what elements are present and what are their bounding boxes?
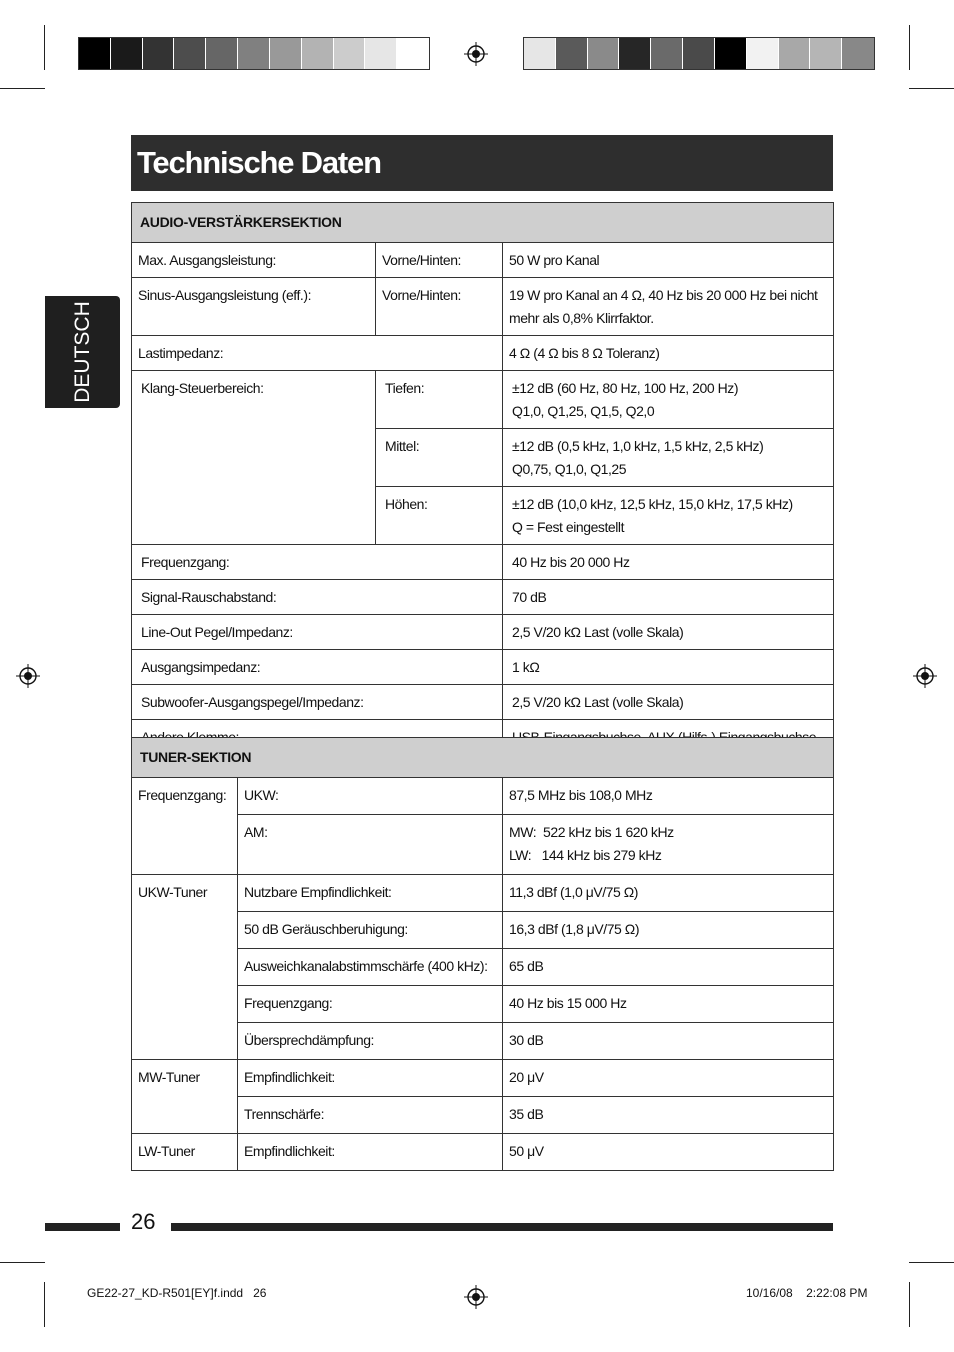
page-title: Technische Daten — [137, 145, 381, 180]
spec-value — [503, 487, 834, 545]
color-swatch — [747, 38, 779, 69]
spec-label: LW-Tuner — [132, 1134, 238, 1171]
color-swatch — [334, 38, 366, 69]
spec-sublabel: AM: — [238, 815, 503, 875]
color-calibration-bar-left — [78, 37, 430, 70]
print-slug-time: 2:22:08 PM — [806, 1286, 868, 1300]
registration-mark-icon — [16, 664, 40, 688]
spec-label: Frequenzgang: — [132, 545, 503, 580]
crop-mark — [44, 25, 45, 70]
spec-value-line: Q0,75, Q1,0, Q1,25 — [512, 461, 627, 477]
audio-section-heading: AUDIO-VERSTÄRKERSEKTION — [132, 203, 834, 243]
spec-value: 4 Ω (4 Ω bis 8 Ω Toleranz) — [503, 336, 834, 371]
spec-sublabel: Vorne/Hinten: — [376, 243, 503, 278]
color-swatch — [365, 38, 397, 69]
spec-sublabel: Tiefen: — [376, 371, 503, 429]
spec-value: 35 dB — [503, 1097, 834, 1134]
spec-value: 2,5 V/20 kΩ Last (volle Skala) — [503, 615, 834, 650]
spec-sublabel: Ausweichkanalabstimmschärfe (400 kHz): — [238, 949, 503, 986]
spec-value: 40 Hz bis 15 000 Hz — [503, 986, 834, 1023]
language-tab-label: DEUTSCH — [70, 301, 94, 403]
spec-sublabel: UKW: — [238, 778, 503, 815]
language-tab — [45, 296, 120, 408]
crop-mark — [909, 1262, 954, 1263]
color-swatch — [524, 38, 556, 69]
crop-mark — [909, 1282, 910, 1327]
print-slug-timestamp — [746, 1286, 867, 1300]
spec-label: Subwoofer-Ausgangspegel/Impedanz: — [132, 685, 503, 720]
spec-label: Signal-Rauschabstand: — [132, 580, 503, 615]
color-swatch — [779, 38, 811, 69]
spec-value-line: ±12 dB (10,0 kHz, 12,5 kHz, 15,0 kHz, 17,5 kHz) — [512, 496, 793, 512]
spec-value: 20 μV — [503, 1060, 834, 1097]
crop-mark — [0, 88, 45, 89]
color-swatch — [270, 38, 302, 69]
color-swatch — [206, 38, 238, 69]
spec-value — [503, 815, 834, 875]
spec-value-line: ±12 dB (0,5 kHz, 1,0 kHz, 1,5 kHz, 2,5 kHz) — [512, 438, 764, 454]
spec-value: 50 W pro Kanal — [503, 243, 834, 278]
tuner-spec-table — [131, 737, 834, 1171]
footer-rule-left — [45, 1223, 120, 1231]
color-swatch — [651, 38, 683, 69]
color-swatch — [79, 38, 111, 69]
spec-value — [503, 429, 834, 487]
spec-value: 2,5 V/20 kΩ Last (volle Skala) — [503, 685, 834, 720]
spec-value: 11,3 dBf (1,0 μV/75 Ω) — [503, 875, 834, 912]
spec-label: Sinus-Ausgangsleistung (eff.): — [132, 278, 376, 336]
tuner-section-heading: TUNER-SEKTION — [132, 738, 834, 778]
spec-sublabel: Empfindlichkeit: — [238, 1060, 503, 1097]
page-title-bar — [131, 135, 833, 191]
spec-value — [503, 278, 834, 336]
spec-sublabel: Übersprechdämpfung: — [238, 1023, 503, 1060]
color-swatch — [842, 38, 874, 69]
spec-value-line: 19 W pro Kanal an 4 Ω, 40 Hz bis 20 000 Hz bei nicht — [509, 287, 818, 303]
spec-value-line: mehr als 0,8% Klirrfaktor. — [509, 310, 654, 326]
color-swatch — [556, 38, 588, 69]
spec-sublabel: Frequenzgang: — [238, 986, 503, 1023]
spec-label: Frequenzgang: — [132, 778, 238, 875]
spec-label: Ausgangsimpedanz: — [132, 650, 503, 685]
crop-mark — [44, 1282, 45, 1327]
spec-label: Klang-Steuerbereich: — [132, 371, 376, 545]
spec-sublabel: Mittel: — [376, 429, 503, 487]
audio-spec-table — [131, 202, 834, 755]
spec-value: 40 Hz bis 20 000 Hz — [503, 545, 834, 580]
spec-value: 50 μV — [503, 1134, 834, 1171]
spec-label: Line-Out Pegel/Impedanz: — [132, 615, 503, 650]
crop-mark — [0, 1262, 45, 1263]
color-swatch — [683, 38, 715, 69]
page-number: 26 — [131, 1209, 156, 1234]
color-swatch — [174, 38, 206, 69]
color-swatch — [810, 38, 842, 69]
spec-value-line: MW: 522 kHz bis 1 620 kHz — [509, 824, 674, 840]
color-swatch — [238, 38, 270, 69]
registration-mark-icon — [913, 664, 937, 688]
footer-rule-right — [171, 1223, 833, 1231]
registration-mark-icon — [464, 42, 488, 66]
spec-label: UKW-Tuner — [132, 875, 238, 1060]
spec-value: 1 kΩ — [503, 650, 834, 685]
print-slug-filename: GE22-27_KD-R501[EY]f.indd — [87, 1286, 244, 1300]
crop-mark — [909, 25, 910, 70]
spec-value: 65 dB — [503, 949, 834, 986]
color-swatch — [111, 38, 143, 69]
spec-label: Max. Ausgangsleistung: — [132, 243, 376, 278]
crop-mark — [909, 88, 954, 89]
spec-sublabel: Vorne/Hinten: — [376, 278, 503, 336]
registration-mark-icon — [464, 1285, 488, 1309]
print-slug-file — [87, 1286, 266, 1300]
spec-value: 87,5 MHz bis 108,0 MHz — [503, 778, 834, 815]
spec-value-line: LW: 144 kHz bis 279 kHz — [509, 847, 662, 863]
spec-sublabel: Empfindlichkeit: — [238, 1134, 503, 1171]
color-swatch — [588, 38, 620, 69]
spec-value-line: ±12 dB (60 Hz, 80 Hz, 100 Hz, 200 Hz) — [512, 380, 739, 396]
color-swatch — [715, 38, 747, 69]
print-slug-date: 10/16/08 — [746, 1286, 793, 1300]
print-slug-page: 26 — [253, 1286, 267, 1300]
spec-value: 30 dB — [503, 1023, 834, 1060]
spec-sublabel: 50 dB Geräuschberuhigung: — [238, 912, 503, 949]
spec-value-line: Q = Fest eingestellt — [512, 519, 625, 535]
spec-label: MW-Tuner — [132, 1060, 238, 1134]
spec-sublabel: Nutzbare Empfindlichkeit: — [238, 875, 503, 912]
spec-value-line: Q1,0, Q1,25, Q1,5, Q2,0 — [512, 403, 655, 419]
color-swatch — [143, 38, 175, 69]
spec-sublabel: Trennschärfe: — [238, 1097, 503, 1134]
spec-value: 70 dB — [503, 580, 834, 615]
spec-value: 16,3 dBf (1,8 μV/75 Ω) — [503, 912, 834, 949]
color-swatch — [302, 38, 334, 69]
color-swatch — [619, 38, 651, 69]
spec-sublabel: Höhen: — [376, 487, 503, 545]
spec-label: Lastimpedanz: — [132, 336, 503, 371]
color-swatch — [397, 38, 429, 69]
color-calibration-bar-right — [523, 37, 875, 70]
spec-value — [503, 371, 834, 429]
